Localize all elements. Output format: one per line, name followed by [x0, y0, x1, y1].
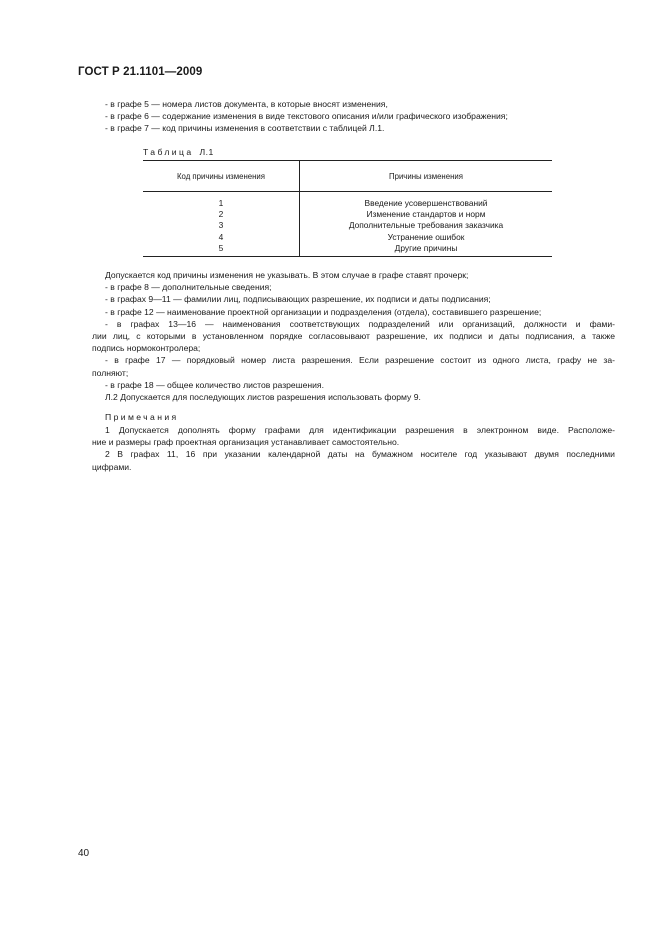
table-cell-code: 5 — [143, 243, 300, 257]
table-cell-reason: Изменение стандартов и норм — [366, 209, 486, 220]
notes-body — [92, 424, 615, 473]
note-line: 2 В графах 11, 16 при указании календарной даты на бумажном носителе год указывают двумя последними — [105, 449, 615, 460]
table-row — [143, 243, 552, 257]
note-line: 1 Допускается дополнять форму графами для идентификации разрешения в электронном виде. Расположе- — [105, 425, 615, 435]
column-header-code: Код причины изменения — [143, 161, 300, 192]
page-number: 40 — [78, 848, 90, 859]
table-row — [143, 209, 552, 220]
table-row — [143, 220, 552, 231]
intro-list — [105, 98, 615, 135]
table-cell-reason: Дополнительные требования заказчика — [348, 220, 504, 231]
list-item: - в графе 6 — содержание изменения в виде текстового описания и/или графического изображения; — [105, 111, 508, 122]
table-row — [143, 232, 552, 243]
list-item: - в графе 5 — номера листов документа, в которые вносят изменения, — [105, 99, 388, 109]
table-caption-number: Л.1 — [199, 147, 214, 157]
document-header: ГОСТ Р 21.1101—2009 — [78, 66, 203, 78]
note-line: ние и размеры граф проектная организация устанавливает самостоятельно. — [92, 437, 400, 448]
change-reason-table — [143, 160, 552, 257]
paragraph: Допускается код причины изменения не указывать. В этом случае в графе ставят прочерк; — [105, 270, 469, 280]
note-line: цифрами. — [92, 461, 132, 472]
table-cell-code: 1 — [143, 192, 300, 210]
list-item: - в графе 7 — код причины изменения в соответствии с таблицей Л.1. — [105, 123, 385, 134]
table-cell-code: 2 — [143, 209, 300, 220]
table-cell-reason: Введение усовершенствований — [364, 198, 488, 208]
table-cell-reason: Другие причины — [300, 243, 553, 257]
table-caption-word: Таблица — [143, 147, 194, 157]
table-row — [143, 192, 552, 210]
column-header-reason: Причины изменения — [300, 161, 553, 192]
list-item-line: - в графе 17 — порядковый номер листа разрешения. Если разрешение состоит из одного листа, графу не за- — [105, 355, 615, 366]
list-item: - в графе 12 — наименование проектной организации и подразделения (отдела), составившего разрешение; — [105, 306, 542, 317]
list-item: - в графе 8 — дополнительные сведения; — [105, 282, 272, 293]
body-text — [92, 269, 615, 403]
table-caption — [143, 147, 214, 157]
list-item: - в графе 18 — общее количество листов разрешения. — [105, 379, 324, 390]
list-item-line: подпись нормоконтролера; — [92, 343, 201, 354]
clause-l2: Л.2 Допускается для последующих листов разрешения использовать форму 9. — [105, 392, 421, 403]
notes-title: Примечания — [105, 412, 179, 422]
list-item: - в графах 9—11 — фамилии лиц, подписывающих разрешение, их подписи и даты подписания; — [105, 294, 491, 305]
table-header-row — [143, 161, 552, 192]
list-item-line: - в графах 13—16 — наименования соответствующих подразделений или организаций, должности и фами- — [105, 318, 615, 329]
table-cell-code: 4 — [143, 232, 300, 243]
list-item-line: лии лиц, с которыми в установленном порядке согласовывают разрешение, их подписи и даты подписания, а также — [92, 331, 615, 342]
list-item-line: полняют; — [92, 367, 129, 378]
table-cell-code: 3 — [143, 220, 300, 231]
table-cell-reason: Устранение ошибок — [387, 231, 465, 242]
